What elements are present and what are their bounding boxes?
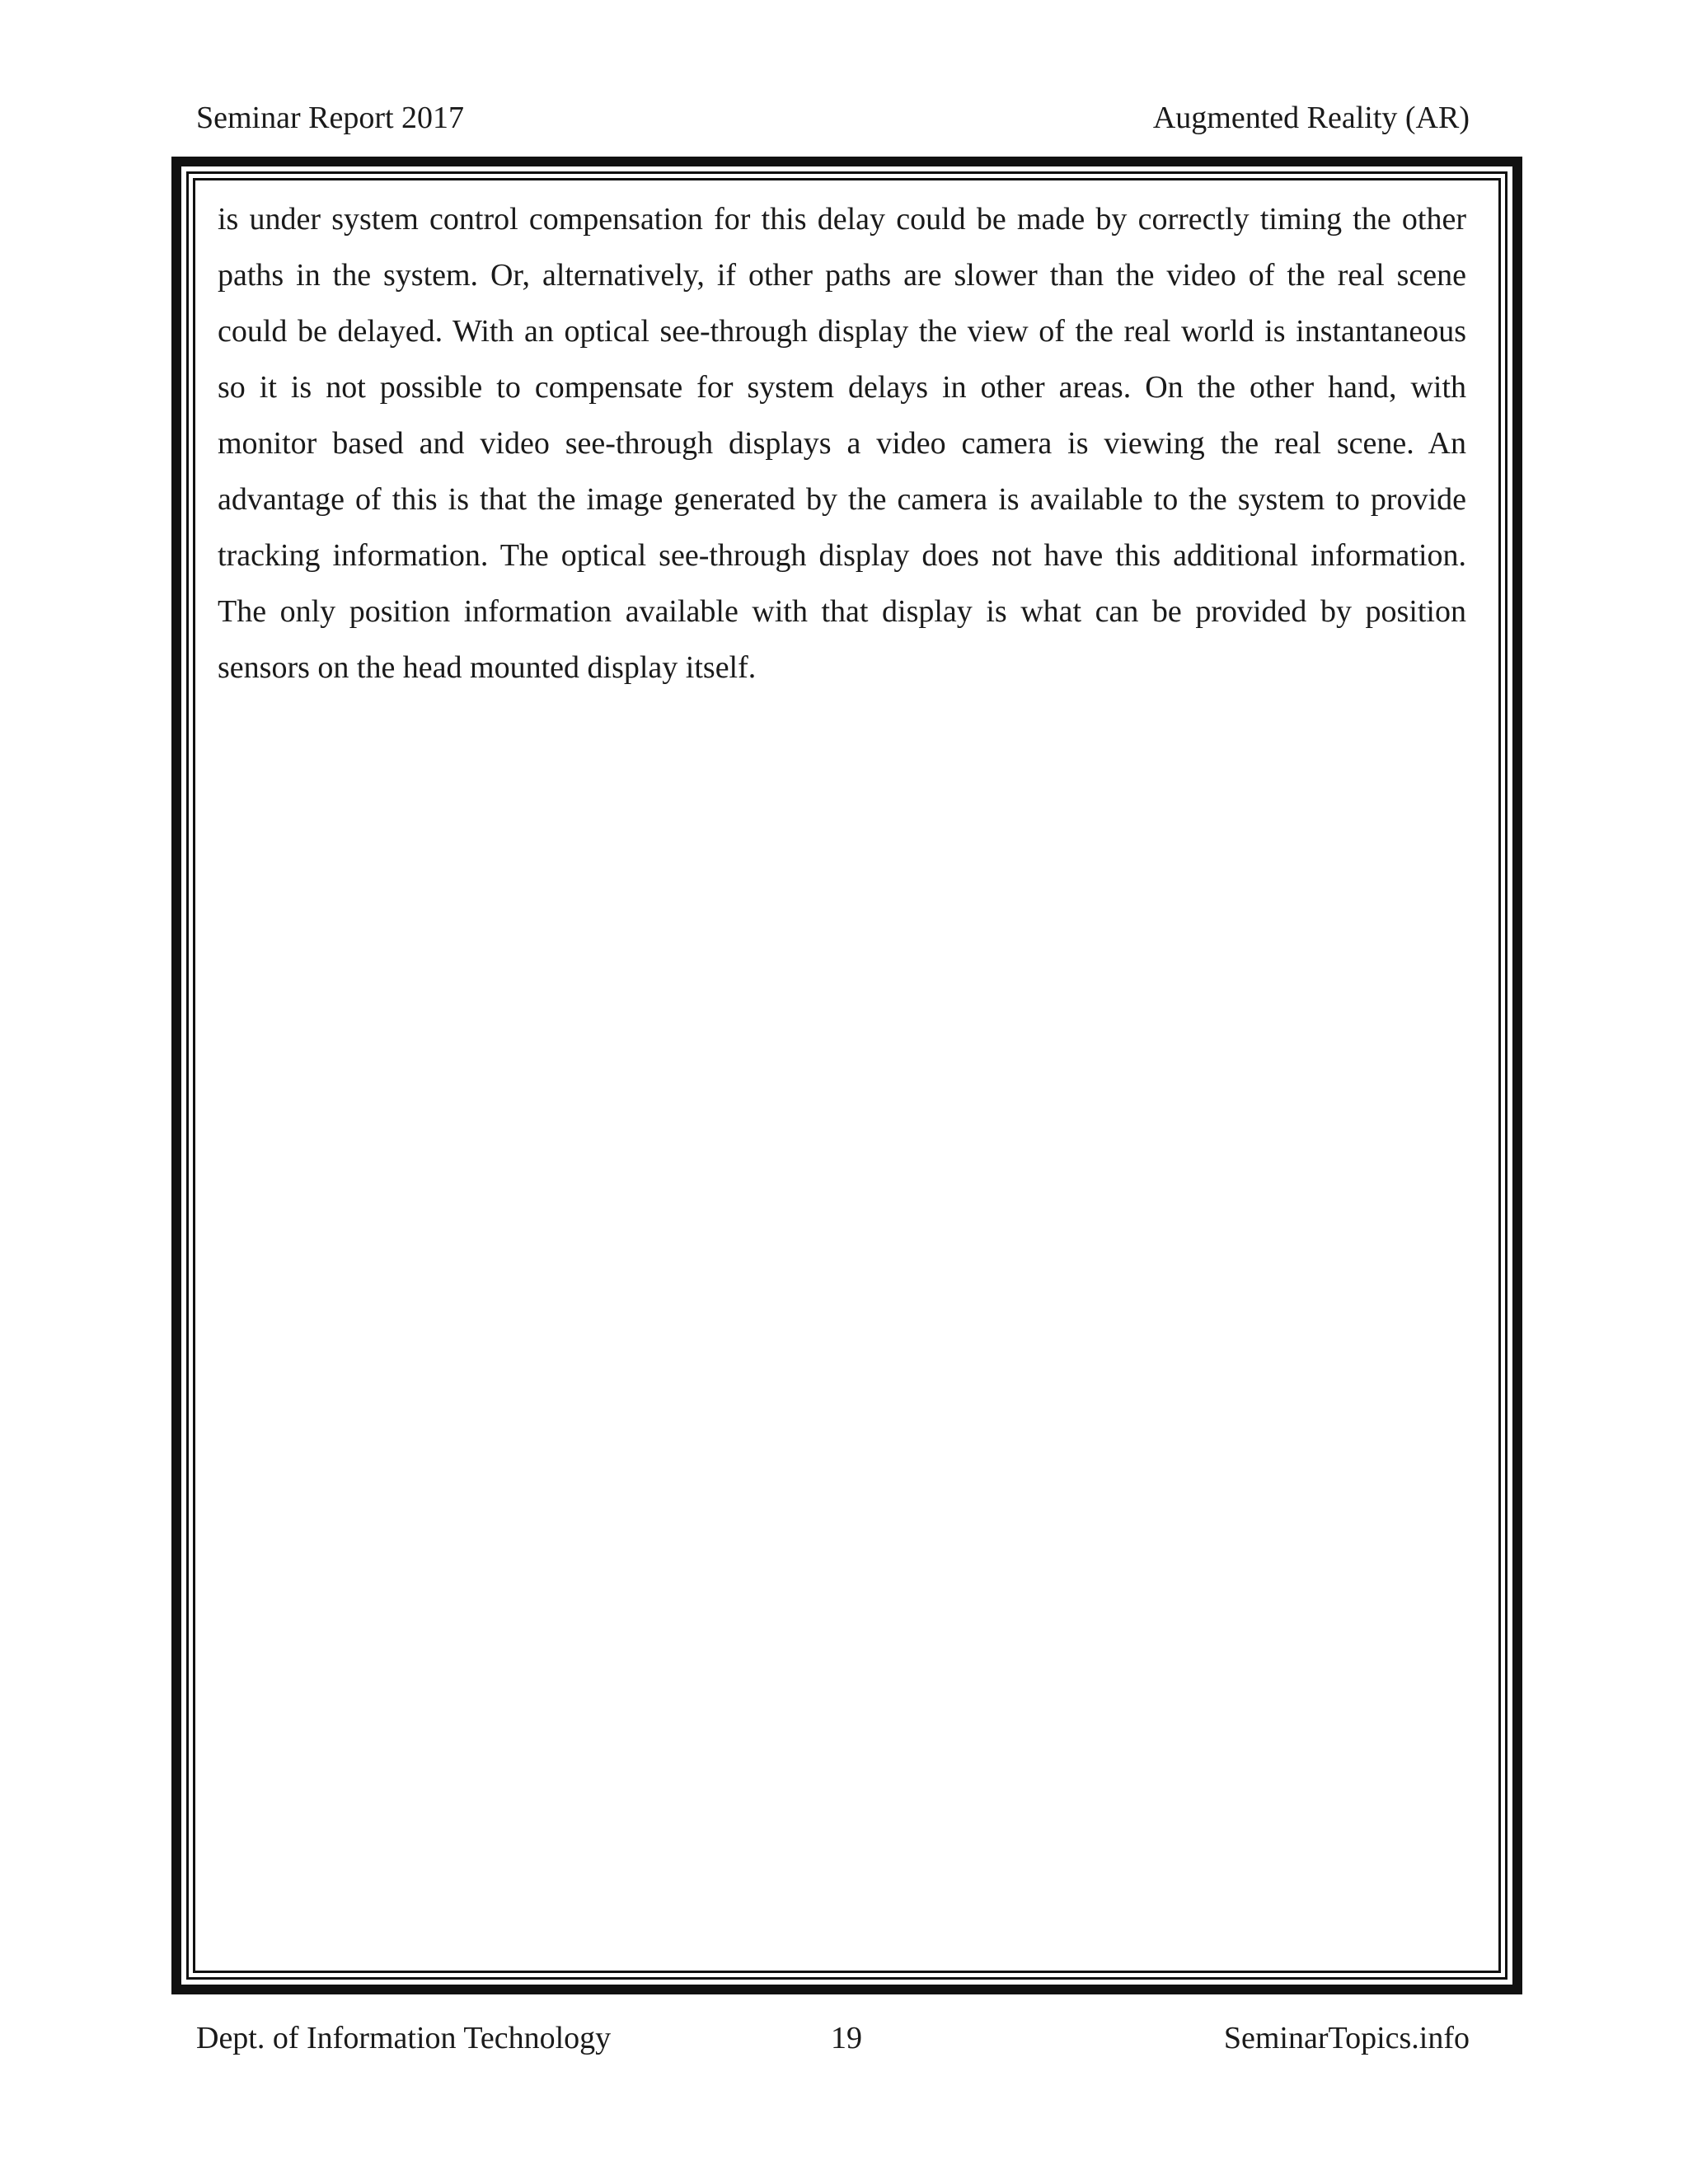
page-footer xyxy=(196,2018,1470,2059)
text-line: paths in the system. Or, alternatively, if other paths are slower than the video of the real scene xyxy=(218,258,1466,293)
text-line: is under system control compensation for this delay could be made by correctly timing the other xyxy=(218,202,1466,237)
report-title: Seminar Report 2017 xyxy=(196,101,465,135)
page-header xyxy=(196,97,1470,138)
text-line: advantage of this is that the image generated by the camera is available to the system to provide xyxy=(218,482,1466,517)
text-line: sensors on the head mounted display itself. xyxy=(218,650,757,685)
text-line: so it is not possible to compensate for system delays in other areas. On the other hand, with xyxy=(218,370,1466,405)
page-number: 19 xyxy=(831,2021,862,2055)
topic-title: Augmented Reality (AR) xyxy=(1152,101,1470,135)
website-label: SeminarTopics.info xyxy=(1223,2021,1470,2055)
department-label: Dept. of Information Technology xyxy=(196,2021,612,2055)
body-paragraph xyxy=(218,191,1466,696)
text-line: could be delayed. With an optical see-through display the view of the real world is instantaneous xyxy=(218,314,1466,349)
text-line: tracking information. The optical see-through display does not have this additional information. xyxy=(218,538,1466,573)
text-line: monitor based and video see-through displays a video camera is viewing the real scene. An xyxy=(218,426,1466,461)
text-line: The only position information available with that display is what can be provided by position xyxy=(218,594,1466,629)
